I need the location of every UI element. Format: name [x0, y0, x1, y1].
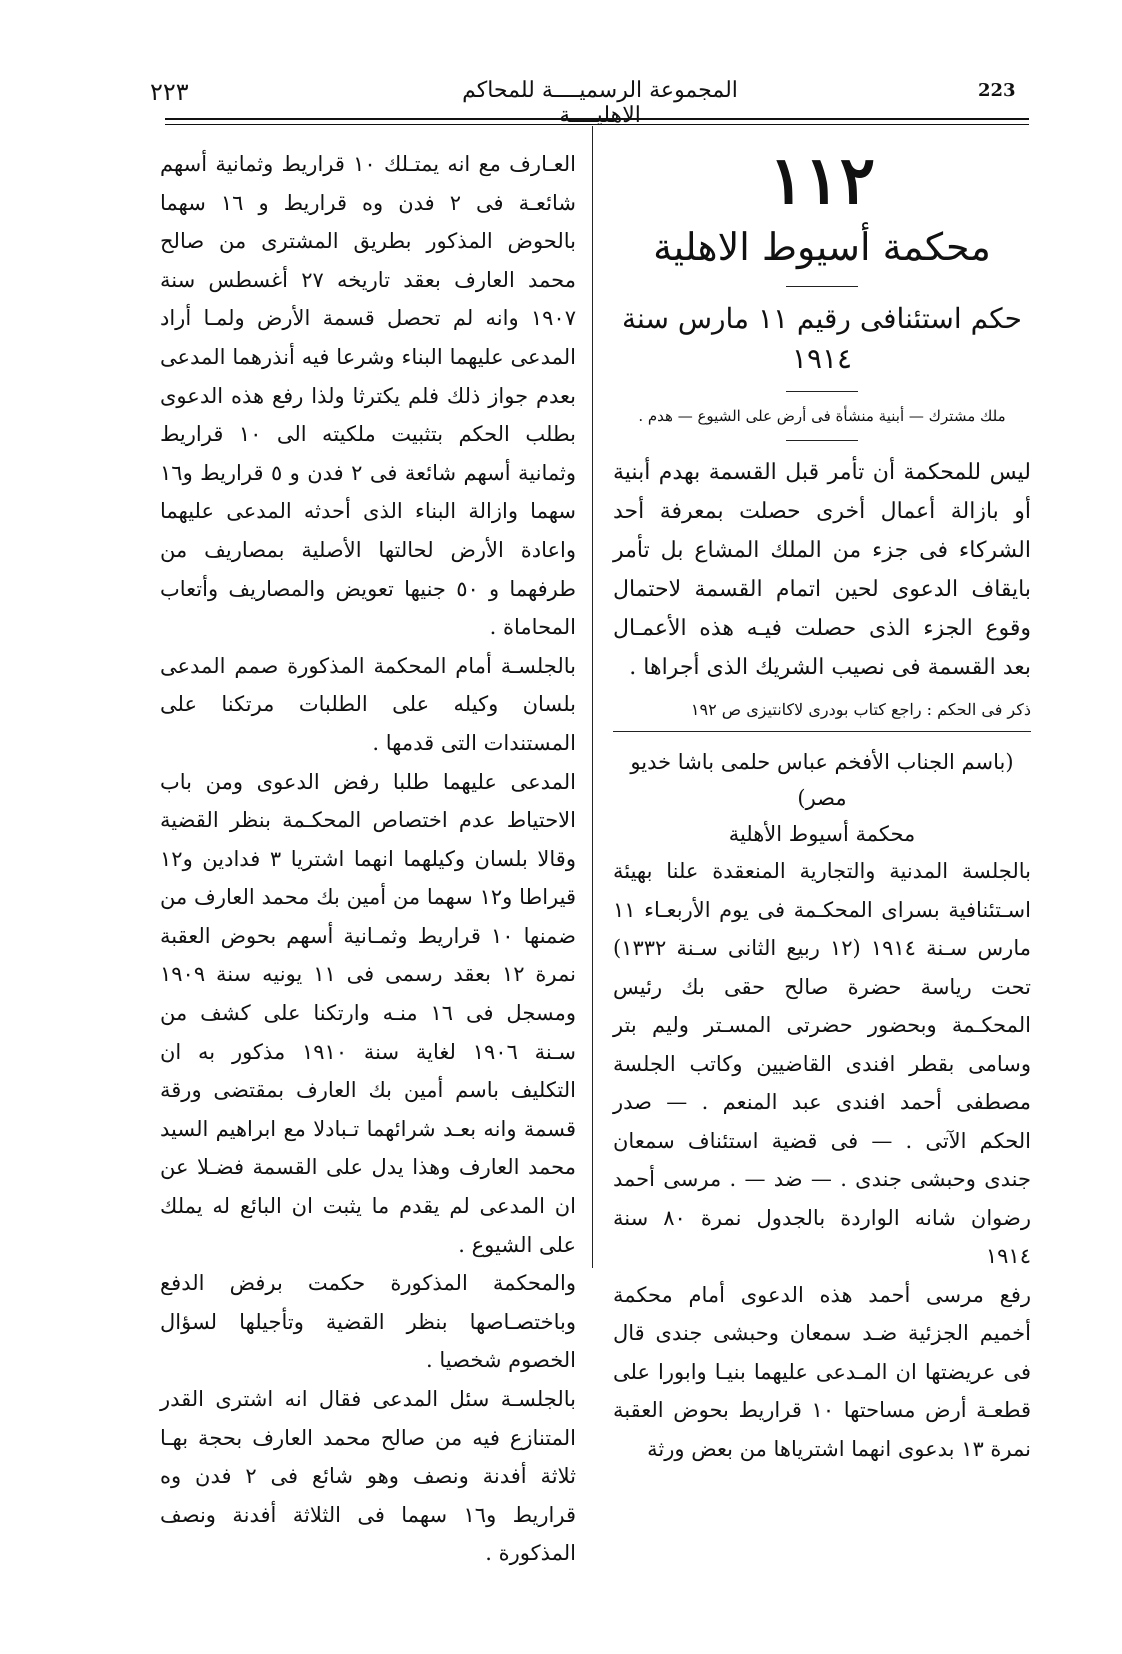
header-rule-thick [165, 118, 1029, 120]
body-paragraph: العـارف مع انه يمتـلك ١٠ قراريط وثمانية أسهم شائعـة فى ٢ فدن وه قراريط و ١٦ سهما بالحوض المذكور بطريق المشترى من صالح محمد العارف بعقد تاريخه ٢٧ أغسطس سنة ١٩٠٧ وانه لم تحصل قسمة الأرض ولمـا أراد المدعى عليهما البناء وشرعا فيه أنذرهما المدعى بعدم جواز ذلك فلم يكترثا ولذا رفع هذه الدعوى بطلب الحكم بتثبيت ملكيته الى ١٠ قراريط وثمانية أسهم شائعة فى ٢ فدن و ٥ قراريط و١٦ سهما وازالة البناء الذى أحدثه المدعى عليهما واعادة الأرض لحالتها الأصلية بمصاريف من طرفهما و ٥٠ جنيها تعويض والمصاريف وأتعاب المحاماة . [160, 152, 576, 640]
body-paragraph: المدعى عليهما طلبا رفض الدعوى ومن باب الاحتياط عدم اختصاص المحكـمة بنظر القضية وقالا بلسان وكيلهما انهما اشتريا ٣ فدادين و١٢ قيراطا و١٢ سهما من أمين بك محمد العارف من ضمنها ١٠ قراريط وثمـانية أسهم بحوض العقبة نمرة ١٢ بعقد رسمى فى ١١ يونيه سنة ١٩٠٩ ومسجل فى ١٦ منـه وارتكنا على كشف من سـنة ١٩٠٦ لغاية سنة ١٩١٠ مذكور به ان التكليف باسم أمين بك العارف بمقتضى ورقة قسمة وانه بعـد شرائهما تـبادلا مع ابراهيم السيد محمد العارف وهذا يدل على القسمة فضـلا عن ان المدعى لم يقدم ما يثبت ان البائع له يملك على الشيوع . [160, 769, 577, 1257]
body-paragraph: بالجلسـة أمام المحكمة المذكورة صمم المدعى بلسان وكيله على الطلبات مرتكنا على المستندات التى قدمها . [160, 653, 576, 755]
page-number-arabic: ٢٢٣ [150, 78, 189, 106]
body-paragraph: بالجلسـة سئل المدعى فقال انه اشترى القدر المتنازع فيه من صالح محمد العارف بحجة بهـا ثلاثة أفدنة ونصف وهو شائع فى ٢ فدن وه قراريط و١٦ سهما فى الثلاثة أفدنة ونصف المذكورة . [160, 1387, 577, 1566]
session-paragraph: بالجلسة المدنية والتجارية المنعقدة علنا بهيئة اسـتئنافية بسراى المحكـمة فى يوم الأربعـاء ١١ مارس سـنة ١٩١٤ (١٢ ربيع الثانى سـنة ١٣٣٢) تحت رياسة حضرة صالح حقى بك رئيس المحكـمة وبحضور حضرتى المسـتر وليم بتر وسامى بقطر افندى القاضيين وكاتب الجلسة مصطفى أحمد افندى عبد المنعم . — صدر الحكم الآتى . — فى قضية استئناف سمعان جندى وحبشى جندى . — ضد — . مرسى أحمد رضوان شانه الواردة بالجدول نمرة ٨٠ سنة ١٩١٤ [613, 859, 1031, 1268]
ruling-rule [786, 391, 858, 392]
title-rule [786, 286, 858, 287]
court-title: محكمة أسيوط الاهلية [653, 225, 991, 269]
claim-paragraph: رفع مرسى أحمد هذه الدعوى أمام محكمة أخميم الجزئية ضـد سمعان وحبشى جندى قال فى عريضتها ان المـدعى عليهما بنيـا وابورا على قطعـة أرض مساحتها ١٠ قراريط بحوض العقبة نمرة ١٣ بدعوى انهما اشترياها من بعض ورثة [613, 1282, 1031, 1461]
column-divider [592, 126, 593, 1268]
keywords: ملك مشترك — أبنية منشأة فى أرض على الشيوع — هدم . [638, 407, 1006, 425]
page-number-latin: 223 [978, 80, 1016, 101]
ruling-title: حكم استئنافى رقيم ١١ مارس سنة ١٩١٤ [622, 302, 1022, 375]
right-column [613, 140, 1031, 1468]
body-paragraph: والمحكمة المذكورة حكمت برفض الدفع وباختصـاصها بنظر القضية وتأجيلها لسؤال الخصوم شخصيا . [160, 1271, 576, 1373]
reference-rule [613, 731, 1031, 732]
reference-note: ذكر فى الحكم : راجع كتاب بودرى لاكانتيزى ص ١٩٢ [690, 700, 1031, 719]
legal-principle: ليس للمحكمة أن تأمر قبل القسمة بهدم أبنية أو بازالة أعمال أخرى حصلت بمعرفة أحد الشركاء فى جزء من الملك المشاع بل تأمر بايقاف الدعوى لحين اتمام القسمة لاحتمال وقوع الجزء الذى حصلت فيـه هذه الأعمـال بعد القسمة فى نصيب الشريك الذى أجراها . [613, 460, 1031, 680]
in-the-name-line: (باسم الجناب الأفخم عباس حلمى باشا خديو مصر) [630, 750, 1014, 810]
court-name-line: محكمة أسيوط الأهلية [728, 822, 916, 846]
left-column [160, 145, 576, 1573]
keywords-rule [786, 440, 858, 441]
header-rule-thin [165, 124, 1029, 125]
journal-title: المجموعة الرسميــــة للمحاكم الاهليــــة [462, 78, 738, 128]
case-number: ١١٢ [768, 141, 876, 219]
